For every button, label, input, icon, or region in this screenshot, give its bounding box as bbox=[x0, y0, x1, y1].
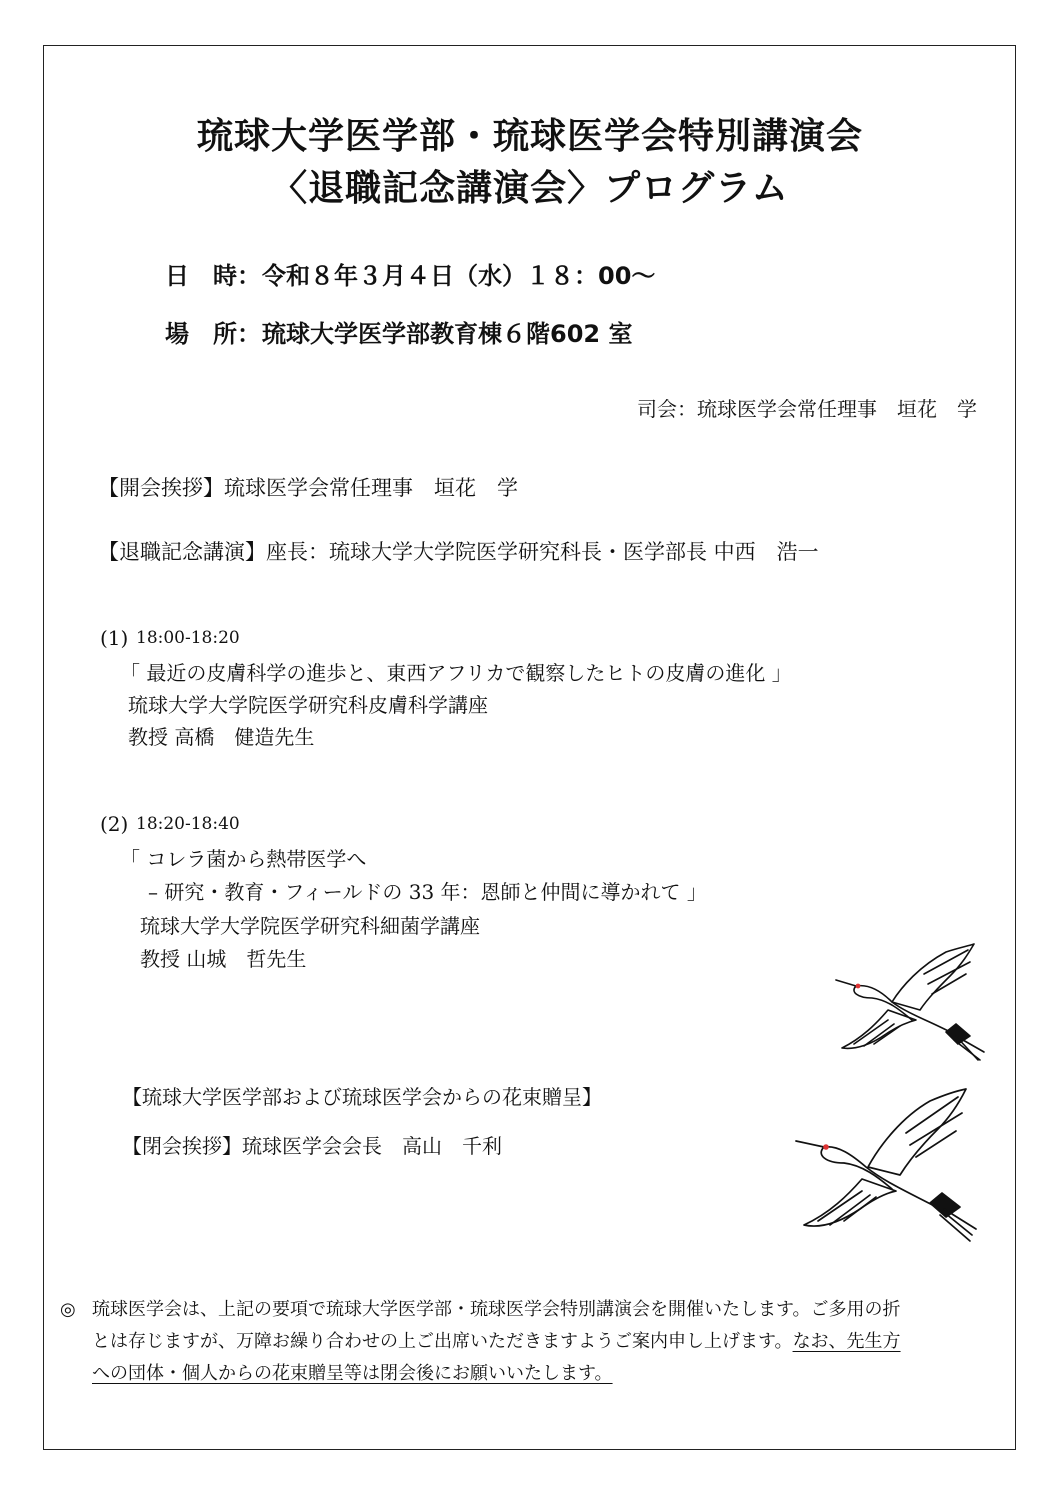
lecture-speaker: 教授 高橋 健造先生 bbox=[128, 725, 315, 749]
date-label: 日 時： bbox=[165, 262, 261, 290]
lecture-affiliation: 琉球大学大学院医学研究科細菌学講座 bbox=[140, 914, 480, 938]
lecture-time: 18:20-18:40 bbox=[136, 814, 240, 834]
page-title-line2: 〈退職記念講演会〉プログラム bbox=[271, 168, 789, 209]
lecture-time: 18:00-18:20 bbox=[136, 628, 240, 648]
page-title-line1: 琉球大学医学部・琉球医学会特別講演会 bbox=[196, 116, 863, 157]
lecture-title: 「 最近の皮膚科学の進歩と、東西アフリカで観察したヒトの皮膚の進化 」 bbox=[120, 661, 792, 685]
note-line2-text: とは存じますが、万障お繰り合わせの上ご出席いただきますようご案内申し上げます。 bbox=[92, 1331, 793, 1352]
closing-remarks: 【閉会挨拶】琉球医学会会長 高山 千利 bbox=[122, 1134, 502, 1158]
note-line1: 琉球医学会は、上記の要項で琉球大学医学部・琉球医学会特別講演会を開催いたします。ご多用の折 bbox=[92, 1299, 901, 1320]
lecture-speaker: 教授 山城 哲先生 bbox=[140, 947, 307, 971]
lecture-number: (2) bbox=[100, 812, 129, 836]
place-value: 琉球大学医学部教育棟６階602 室 bbox=[262, 320, 633, 348]
note-line3: への団体・個人からの花束贈呈等は閉会後にお願いいたします。 bbox=[92, 1363, 613, 1384]
crane-illustration bbox=[828, 940, 988, 1070]
note-line2 bbox=[92, 1326, 901, 1357]
lecture-header: 【退職記念講演】座長：琉球大学大学院医学研究科長・医学部長 中西 浩一 bbox=[98, 540, 819, 564]
date-value: 令和８年３月４日（水）１８：00〜 bbox=[262, 262, 656, 290]
crane-illustration bbox=[790, 1085, 980, 1245]
note-line2-underlined: なお、先生方 bbox=[792, 1331, 901, 1352]
moderator: 司会：琉球医学会常任理事 垣花 学 bbox=[637, 397, 977, 421]
lecture-number: (1) bbox=[100, 626, 129, 650]
opening-remarks: 【開会挨拶】琉球医学会常任理事 垣花 学 bbox=[98, 476, 518, 500]
lecture-affiliation: 琉球大学大学院医学研究科皮膚科学講座 bbox=[128, 693, 488, 717]
lecture-title: 「 コレラ菌から熱帯医学へ bbox=[120, 847, 367, 871]
note-mark: ◎ bbox=[60, 1299, 76, 1320]
lecture-subtitle: – 研究・教育・フィールドの 33 年：恩師と仲間に導かれて 」 bbox=[148, 880, 707, 904]
place-label: 場 所： bbox=[165, 320, 261, 348]
bouquet-presentation: 【琉球大学医学部および琉球医学会からの花束贈呈】 bbox=[122, 1085, 602, 1109]
